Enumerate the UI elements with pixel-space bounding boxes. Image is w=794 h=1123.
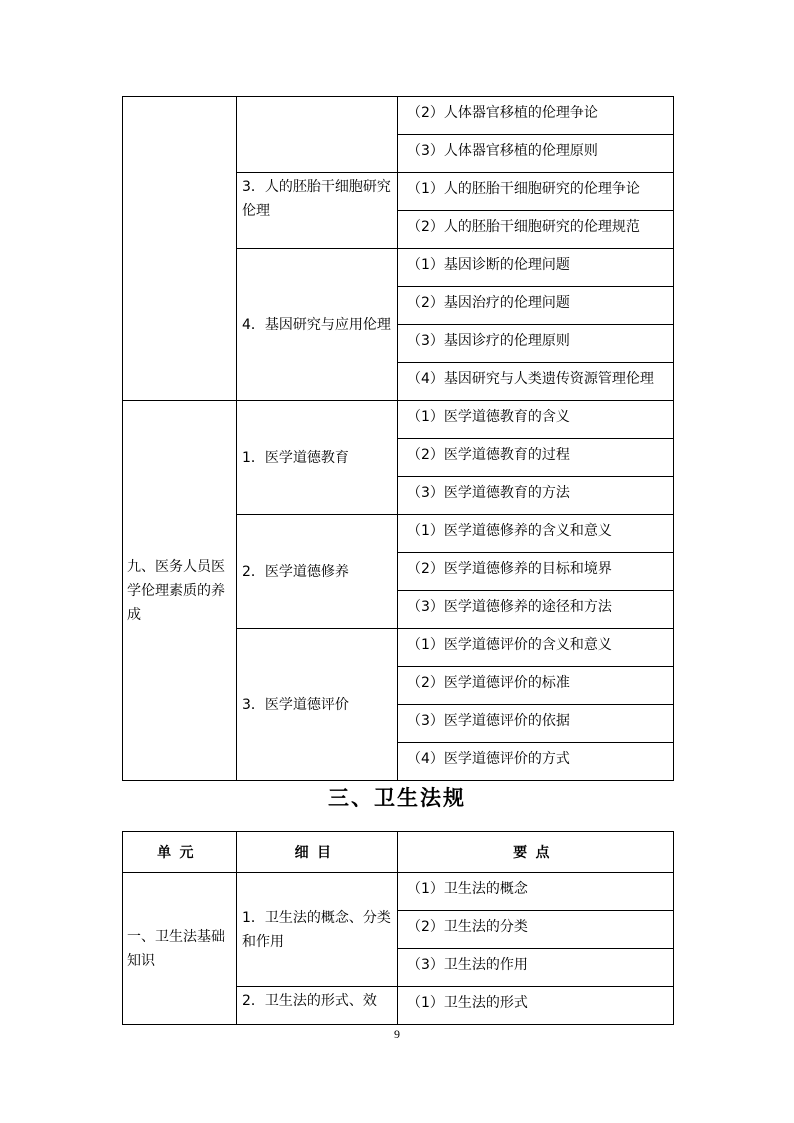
ethics-table	[122, 96, 674, 781]
detail-cell: 2．卫生法的形式、效	[237, 987, 398, 1025]
point-cell: （2）基因治疗的伦理问题	[398, 287, 674, 325]
point-cell: （1）卫生法的概念	[398, 873, 674, 911]
detail-cell: 4．基因研究与应用伦理	[237, 249, 398, 401]
point-cell: （3）卫生法的作用	[398, 949, 674, 987]
detail-cell: 3．人的胚胎干细胞研究伦理	[237, 173, 398, 249]
health-law-table	[122, 831, 674, 1025]
point-cell: （3）医学道德评价的依据	[398, 705, 674, 743]
point-cell: （3）人体器官移植的伦理原则	[398, 135, 674, 173]
point-cell: （1）医学道德修养的含义和意义	[398, 515, 674, 553]
point-cell: （3）医学道德修养的途径和方法	[398, 591, 674, 629]
point-cell: （2）医学道德教育的过程	[398, 439, 674, 477]
unit-cell: 九、医务人员医学伦理素质的养成	[123, 401, 237, 781]
point-cell: （2）人体器官移植的伦理争论	[398, 97, 674, 135]
point-cell: （1）卫生法的形式	[398, 987, 674, 1025]
table-row	[123, 873, 674, 911]
point-cell: （3）医学道德教育的方法	[398, 477, 674, 515]
point-cell: （3）基因诊疗的伦理原则	[398, 325, 674, 363]
table-row	[123, 97, 674, 135]
table-row	[123, 401, 674, 439]
detail-cell: 2．医学道德修养	[237, 515, 398, 629]
header-point: 要点	[398, 832, 674, 873]
point-cell: （2）医学道德评价的标准	[398, 667, 674, 705]
detail-cell: 1．医学道德教育	[237, 401, 398, 515]
detail-cell: 1．卫生法的概念、分类和作用	[237, 873, 398, 987]
point-cell: （1）基因诊断的伦理问题	[398, 249, 674, 287]
unit-cell: 一、卫生法基础知识	[123, 873, 237, 1025]
page-number: 9	[394, 1027, 400, 1041]
point-cell: （4）基因研究与人类遗传资源管理伦理	[398, 363, 674, 401]
point-cell: （2）医学道德修养的目标和境界	[398, 553, 674, 591]
detail-cell: 3．医学道德评价	[237, 629, 398, 781]
detail-cell	[237, 97, 398, 173]
header-row	[123, 832, 674, 873]
point-cell: （2）人的胚胎干细胞研究的伦理规范	[398, 211, 674, 249]
unit-cell	[123, 97, 237, 401]
point-cell: （1）医学道德教育的含义	[398, 401, 674, 439]
section-title: 三、卫生法规	[328, 785, 466, 810]
point-cell: （4）医学道德评价的方式	[398, 743, 674, 781]
point-cell: （1）医学道德评价的含义和意义	[398, 629, 674, 667]
point-cell: （2）卫生法的分类	[398, 911, 674, 949]
header-unit: 单元	[123, 832, 237, 873]
point-cell: （1）人的胚胎干细胞研究的伦理争论	[398, 173, 674, 211]
header-detail: 细目	[237, 832, 398, 873]
